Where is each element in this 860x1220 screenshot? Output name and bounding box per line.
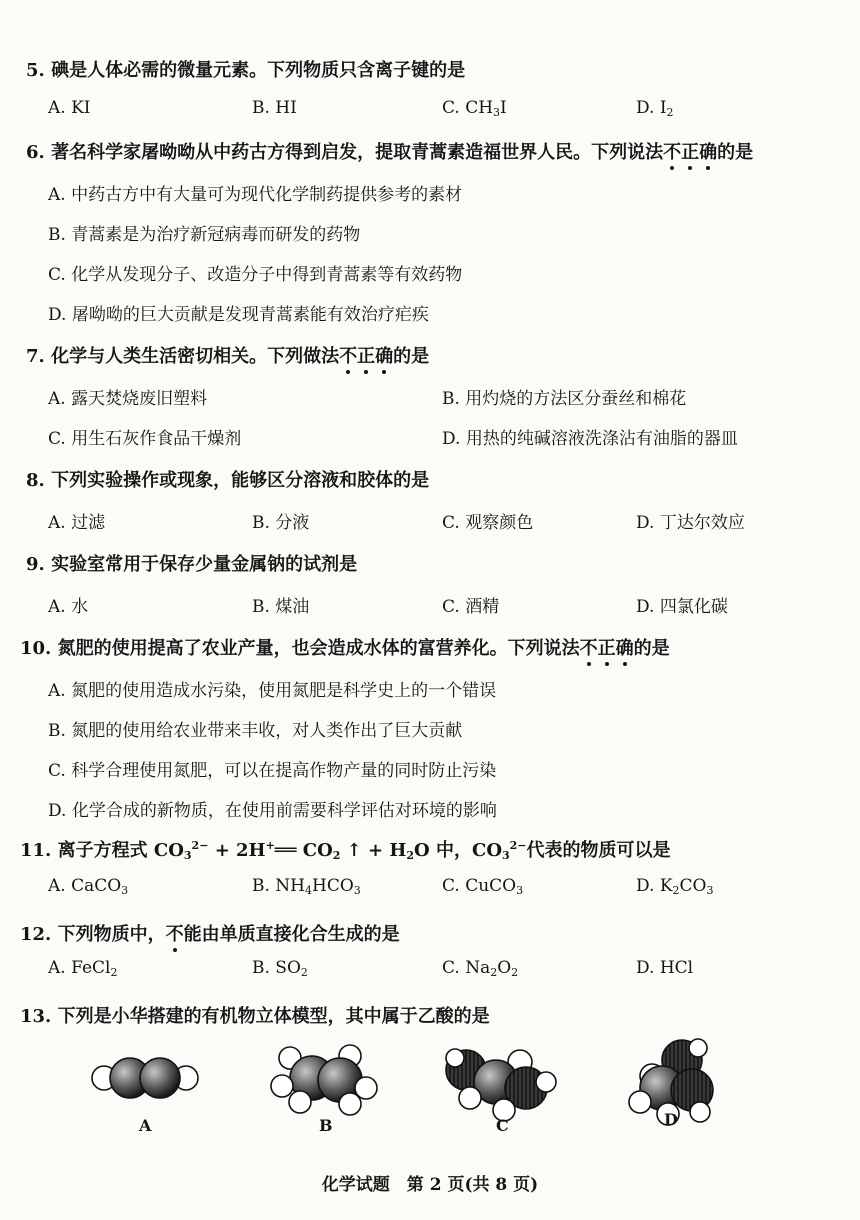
model-label-b: B	[319, 1116, 333, 1135]
question-9-stem: 9. 实验室常用于保存少量金属钠的试剂是	[26, 554, 358, 575]
question-11-option-d: D. $K_2CO_3$	[636, 876, 714, 897]
question-7-option-d: D. 用热的纯碱溶液洗涤沾有油脂的器皿	[442, 429, 738, 449]
question-10-option-d: D. 化学合成的新物质，在使用前需要科学评估对环境的影响	[48, 801, 497, 821]
question-8-option-b: B. 分液	[252, 513, 310, 533]
question-12-option-a: A. FeCl$_2$	[48, 958, 118, 979]
model-b	[271, 1045, 377, 1115]
question-9-option-a: A. 水	[48, 597, 89, 617]
question-13-stem: 13. 下列是小华搭建的有机物立体模型，其中属于乙酸的是	[20, 1006, 490, 1027]
question-8-option-a: A. 过滤	[48, 513, 106, 533]
question-11-option-a: A. CaCO$_3$	[48, 876, 129, 897]
question-7-option-a: A. 露天焚烧废旧塑料	[48, 389, 208, 409]
question-10-stem: 10. 氮肥的使用提高了农业产量，也会造成水体的富营养化。下列说法不正确的是	[20, 638, 670, 659]
question-7-option-c: C. 用生石灰作食品干燥剂	[48, 429, 242, 449]
question-5-text: 碘是人体必需的微量元素。下列物质只含离子键的是	[51, 60, 466, 81]
question-6-stem: 6. 著名科学家屠呦呦从中药古方得到启发，提取青蒿素造福世界人民。下列说法不正确的是	[26, 142, 754, 163]
question-12-option-b: B. $SO_2$	[252, 958, 308, 979]
model-label-a: A	[139, 1116, 152, 1135]
molecular-models	[0, 1036, 860, 1156]
question-5-stem: 5. 碘是人体必需的微量元素。下列物质只含离子键的是	[26, 60, 466, 81]
question-9-option-d: D. 四氯化碳	[636, 597, 728, 617]
question-5-option-d: D. $I_2$	[636, 98, 674, 119]
question-5-option-c: C. $CH_3I$	[442, 98, 507, 119]
question-6-option-d: D. 屠呦呦的巨大贡献是发现青蒿素能有效治疗疟疾	[48, 305, 429, 325]
question-5-option-b: B. HI	[252, 98, 297, 118]
question-11-option-b: B. $NH_4HCO_3$	[252, 876, 361, 897]
question-10-option-c: C. 科学合理使用氮肥，可以在提高作物产量的同时防止污染	[48, 761, 497, 781]
question-8-option-c: C. 观察颜色	[442, 513, 534, 533]
question-7-stem: 7. 化学与人类生活密切相关。下列做法不正确的是	[26, 346, 430, 367]
question-6-option-b: B. 青蒿素是为治疗新冠病毒而研发的药物	[48, 225, 361, 245]
question-8-stem: 8. 下列实验操作或现象，能够区分溶液和胶体的是	[26, 470, 430, 491]
question-5-option-a: A. KI	[48, 98, 91, 118]
question-9-option-c: C. 酒精	[442, 597, 500, 617]
model-a	[92, 1058, 198, 1098]
question-10-option-b: B. 氮肥的使用给农业带来丰收，对人类作出了巨大贡献	[48, 721, 463, 741]
model-label-d: D	[664, 1110, 678, 1129]
question-11-stem: 11. 离子方程式 $CO_3^{2-}$ + 2H+══ $CO_2$ ↑ + $H_2O$ 中，$CO_3^{2-}$代表的物质可以是	[20, 839, 671, 862]
question-12-option-c: C. $Na_2O_2$	[442, 958, 519, 979]
question-7-option-b: B. 用灼烧的方法区分蚕丝和棉花	[442, 389, 687, 409]
question-6-option-a: A. 中药古方中有大量可为现代化学制药提供参考的素材	[48, 185, 463, 205]
model-label-c: C	[496, 1116, 509, 1135]
question-12-option-d: D. HCl	[636, 958, 694, 978]
emphasis-not: 不	[663, 142, 682, 163]
question-6-option-c: C. 化学从发现分子、改造分子中得到青蒿素等有效药物	[48, 265, 463, 285]
model-c	[446, 1049, 556, 1121]
question-9-option-b: B. 煤油	[252, 597, 310, 617]
question-10-option-a: A. 氮肥的使用造成水污染，使用氮肥是科学史上的一个错误	[48, 681, 497, 701]
question-11-option-c: C. CuCO$_3$	[442, 876, 524, 897]
page-footer: 化学试题 第 2 页(共 8 页)	[321, 1175, 539, 1195]
question-12-stem: 12. 下列物质中，不能由单质直接化合生成的是	[20, 924, 400, 945]
question-8-option-d: D. 丁达尔效应	[636, 513, 745, 533]
